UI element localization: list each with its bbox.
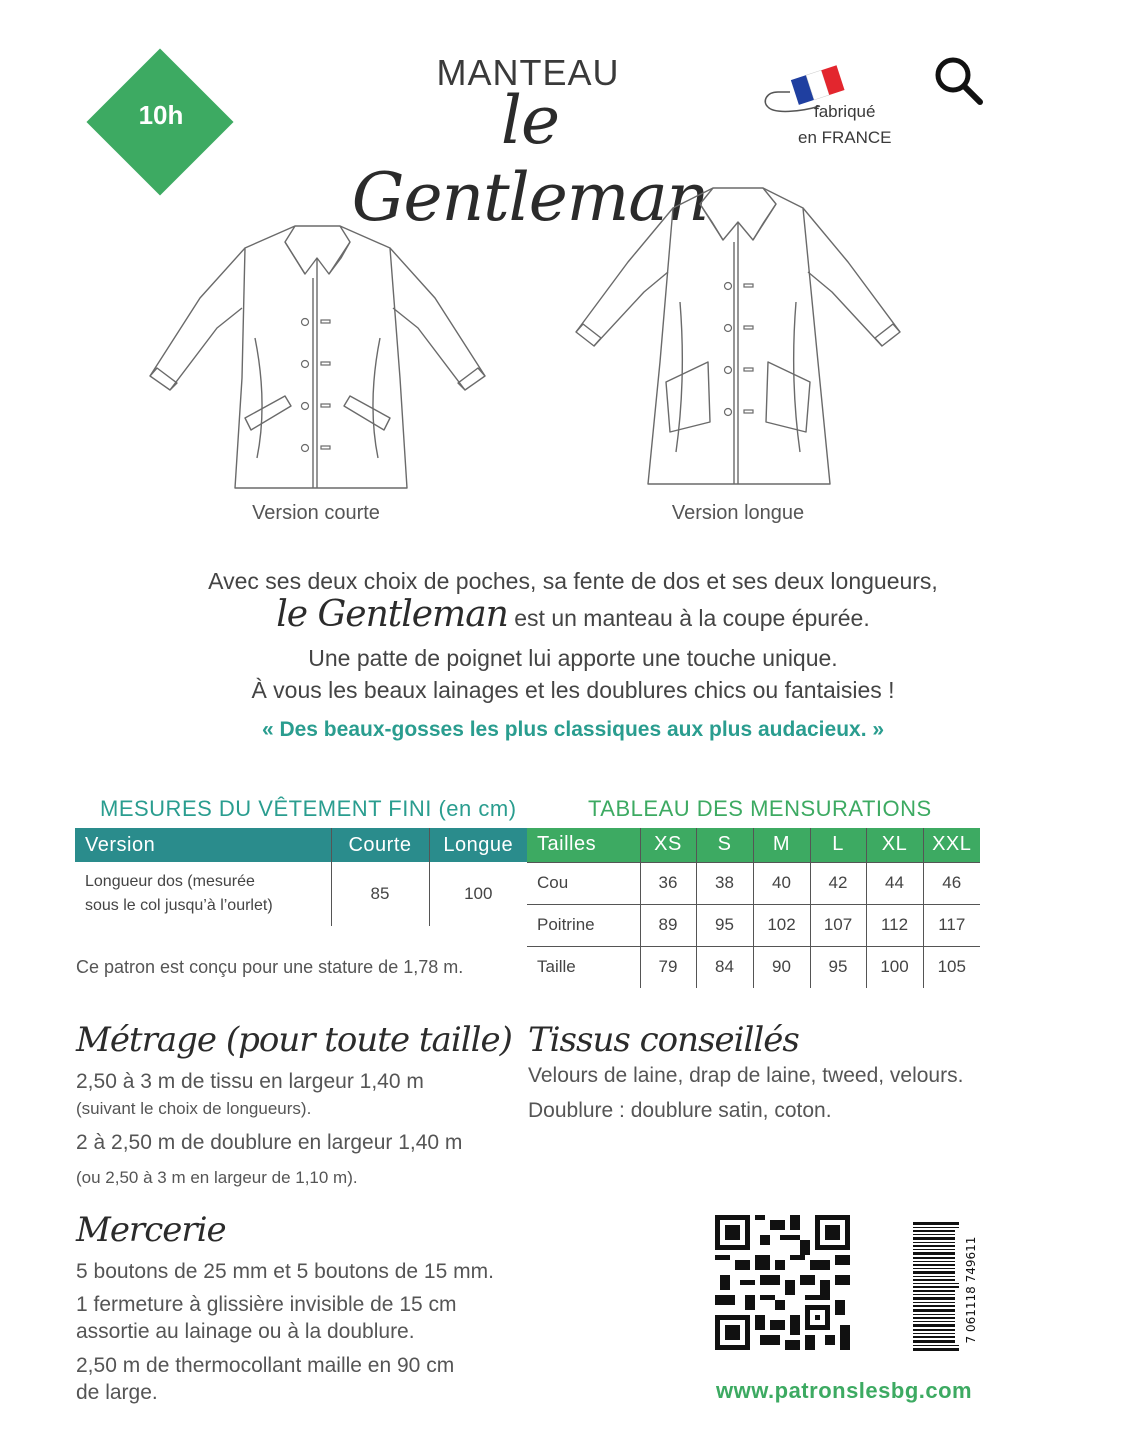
size-chart-table	[527, 828, 980, 988]
size-cell: 112	[866, 904, 923, 946]
notions-line-3a: 2,50 m de thermocollant maille en 90 cm	[76, 1354, 455, 1377]
garment-measurements-table	[75, 828, 527, 926]
size-cell: 117	[923, 904, 980, 946]
garment-row-label	[75, 862, 331, 926]
size-cell: 95	[810, 946, 866, 988]
duration-badge-label: 10h	[138, 100, 184, 130]
long-version-caption: Version longue	[671, 502, 805, 524]
fabrics-title: Tissus conseillés	[528, 1020, 799, 1060]
metrage-line-2: 2 à 2,50 m de doublure en largeur 1,40 m	[76, 1131, 463, 1154]
search-icon[interactable]	[930, 52, 986, 108]
size-header-m: M	[753, 828, 810, 862]
description-product-name: le Gentleman	[276, 594, 508, 635]
metrage-line-1: 2,50 à 3 m de tissu en largeur 1,40 m	[76, 1070, 424, 1093]
size-cell: 107	[810, 904, 866, 946]
tagline-quote: « Des beaux-gosses les plus classiques aux plus audacieux. »	[261, 718, 885, 741]
size-cell: 79	[640, 946, 696, 988]
description-line-3: Une patte de poignet lui apporte une touche unique.	[308, 645, 838, 671]
notions-line-2b: assortie au lainage ou à la doublure.	[76, 1320, 415, 1343]
product-type: MANTEAU	[436, 52, 620, 93]
qr-code-icon[interactable]	[715, 1215, 850, 1350]
size-cell: 36	[640, 862, 696, 904]
stature-note: Ce patron est conçu pour une stature de 1,78 m.	[76, 957, 464, 977]
metrage-line-2-note: (ou 2,50 à 3 m en largeur de 1,10 m).	[76, 1168, 358, 1187]
size-header-l: L	[810, 828, 866, 862]
size-cell: 42	[810, 862, 866, 904]
size-header-label: Tailles	[527, 828, 640, 862]
fabrics-line-2: Doublure : doublure satin, coton.	[528, 1099, 832, 1122]
size-row-label: Cou	[527, 862, 640, 904]
size-cell: 38	[696, 862, 753, 904]
size-header-xl: XL	[866, 828, 923, 862]
size-cell: 90	[753, 946, 810, 988]
garment-measurements-title: MESURES DU VÊTEMENT FINI (en cm)	[100, 796, 517, 821]
garment-row-label-line1: Longueur dos (mesurée	[85, 873, 255, 890]
metrage-title: Métrage (pour toute taille)	[76, 1020, 512, 1060]
description-line-2	[60, 594, 1086, 635]
size-header-s: S	[696, 828, 753, 862]
garment-row-label-line2: sous le col jusqu’à l’ourlet)	[85, 897, 273, 914]
size-header-xs: XS	[640, 828, 696, 862]
made-in-line2: en FRANCE	[798, 128, 892, 147]
size-cell: 84	[696, 946, 753, 988]
size-row-taille	[527, 946, 980, 988]
description-line-4: À vous les beaux lainages et les doublures chics ou fantaisies !	[251, 677, 895, 703]
short-coat-drawing	[145, 218, 490, 493]
barcode-number: 7 061118 749611	[964, 1236, 978, 1344]
notions-line-2a: 1 fermeture à glissière invisible de 15 cm	[76, 1293, 457, 1316]
garment-header-long: Longue	[429, 828, 527, 862]
garment-value-short: 85	[331, 862, 429, 926]
size-cell: 100	[866, 946, 923, 988]
made-in-line1: fabriqué	[814, 102, 876, 121]
size-cell: 102	[753, 904, 810, 946]
size-row-label: Taille	[527, 946, 640, 988]
garment-header-short: Courte	[331, 828, 429, 862]
notions-line-1: 5 boutons de 25 mm et 5 boutons de 15 mm.	[76, 1260, 494, 1283]
description-line-2-rest: est un manteau à la coupe épurée.	[507, 605, 870, 631]
size-cell: 89	[640, 904, 696, 946]
description-line-1: Avec ses deux choix de poches, sa fente de dos et ses deux longueurs,	[208, 568, 938, 594]
garment-value-long: 100	[429, 862, 527, 926]
barcode-icon	[913, 1220, 983, 1360]
size-row-poitrine	[527, 904, 980, 946]
size-row-label: Poitrine	[527, 904, 640, 946]
notions-title: Mercerie	[76, 1210, 226, 1250]
size-cell: 44	[866, 862, 923, 904]
website-link[interactable]: www.patronslesbg.com	[716, 1378, 973, 1403]
garment-header-version: Version	[75, 828, 331, 862]
size-chart-title: TABLEAU DES MENSURATIONS	[588, 796, 932, 821]
long-coat-drawing	[568, 182, 913, 492]
size-header-xxl: XXL	[923, 828, 980, 862]
metrage-line-1-note: (suivant le choix de longueurs).	[76, 1099, 312, 1118]
fabrics-line-1: Velours de laine, drap de laine, tweed, velours.	[528, 1064, 964, 1087]
size-row-cou	[527, 862, 980, 904]
product-name: le Gentleman	[351, 82, 709, 236]
size-cell: 105	[923, 946, 980, 988]
short-version-caption: Version courte	[252, 502, 380, 524]
notions-line-3b: de large.	[76, 1381, 158, 1404]
size-cell: 95	[696, 904, 753, 946]
size-cell: 40	[753, 862, 810, 904]
size-cell: 46	[923, 862, 980, 904]
